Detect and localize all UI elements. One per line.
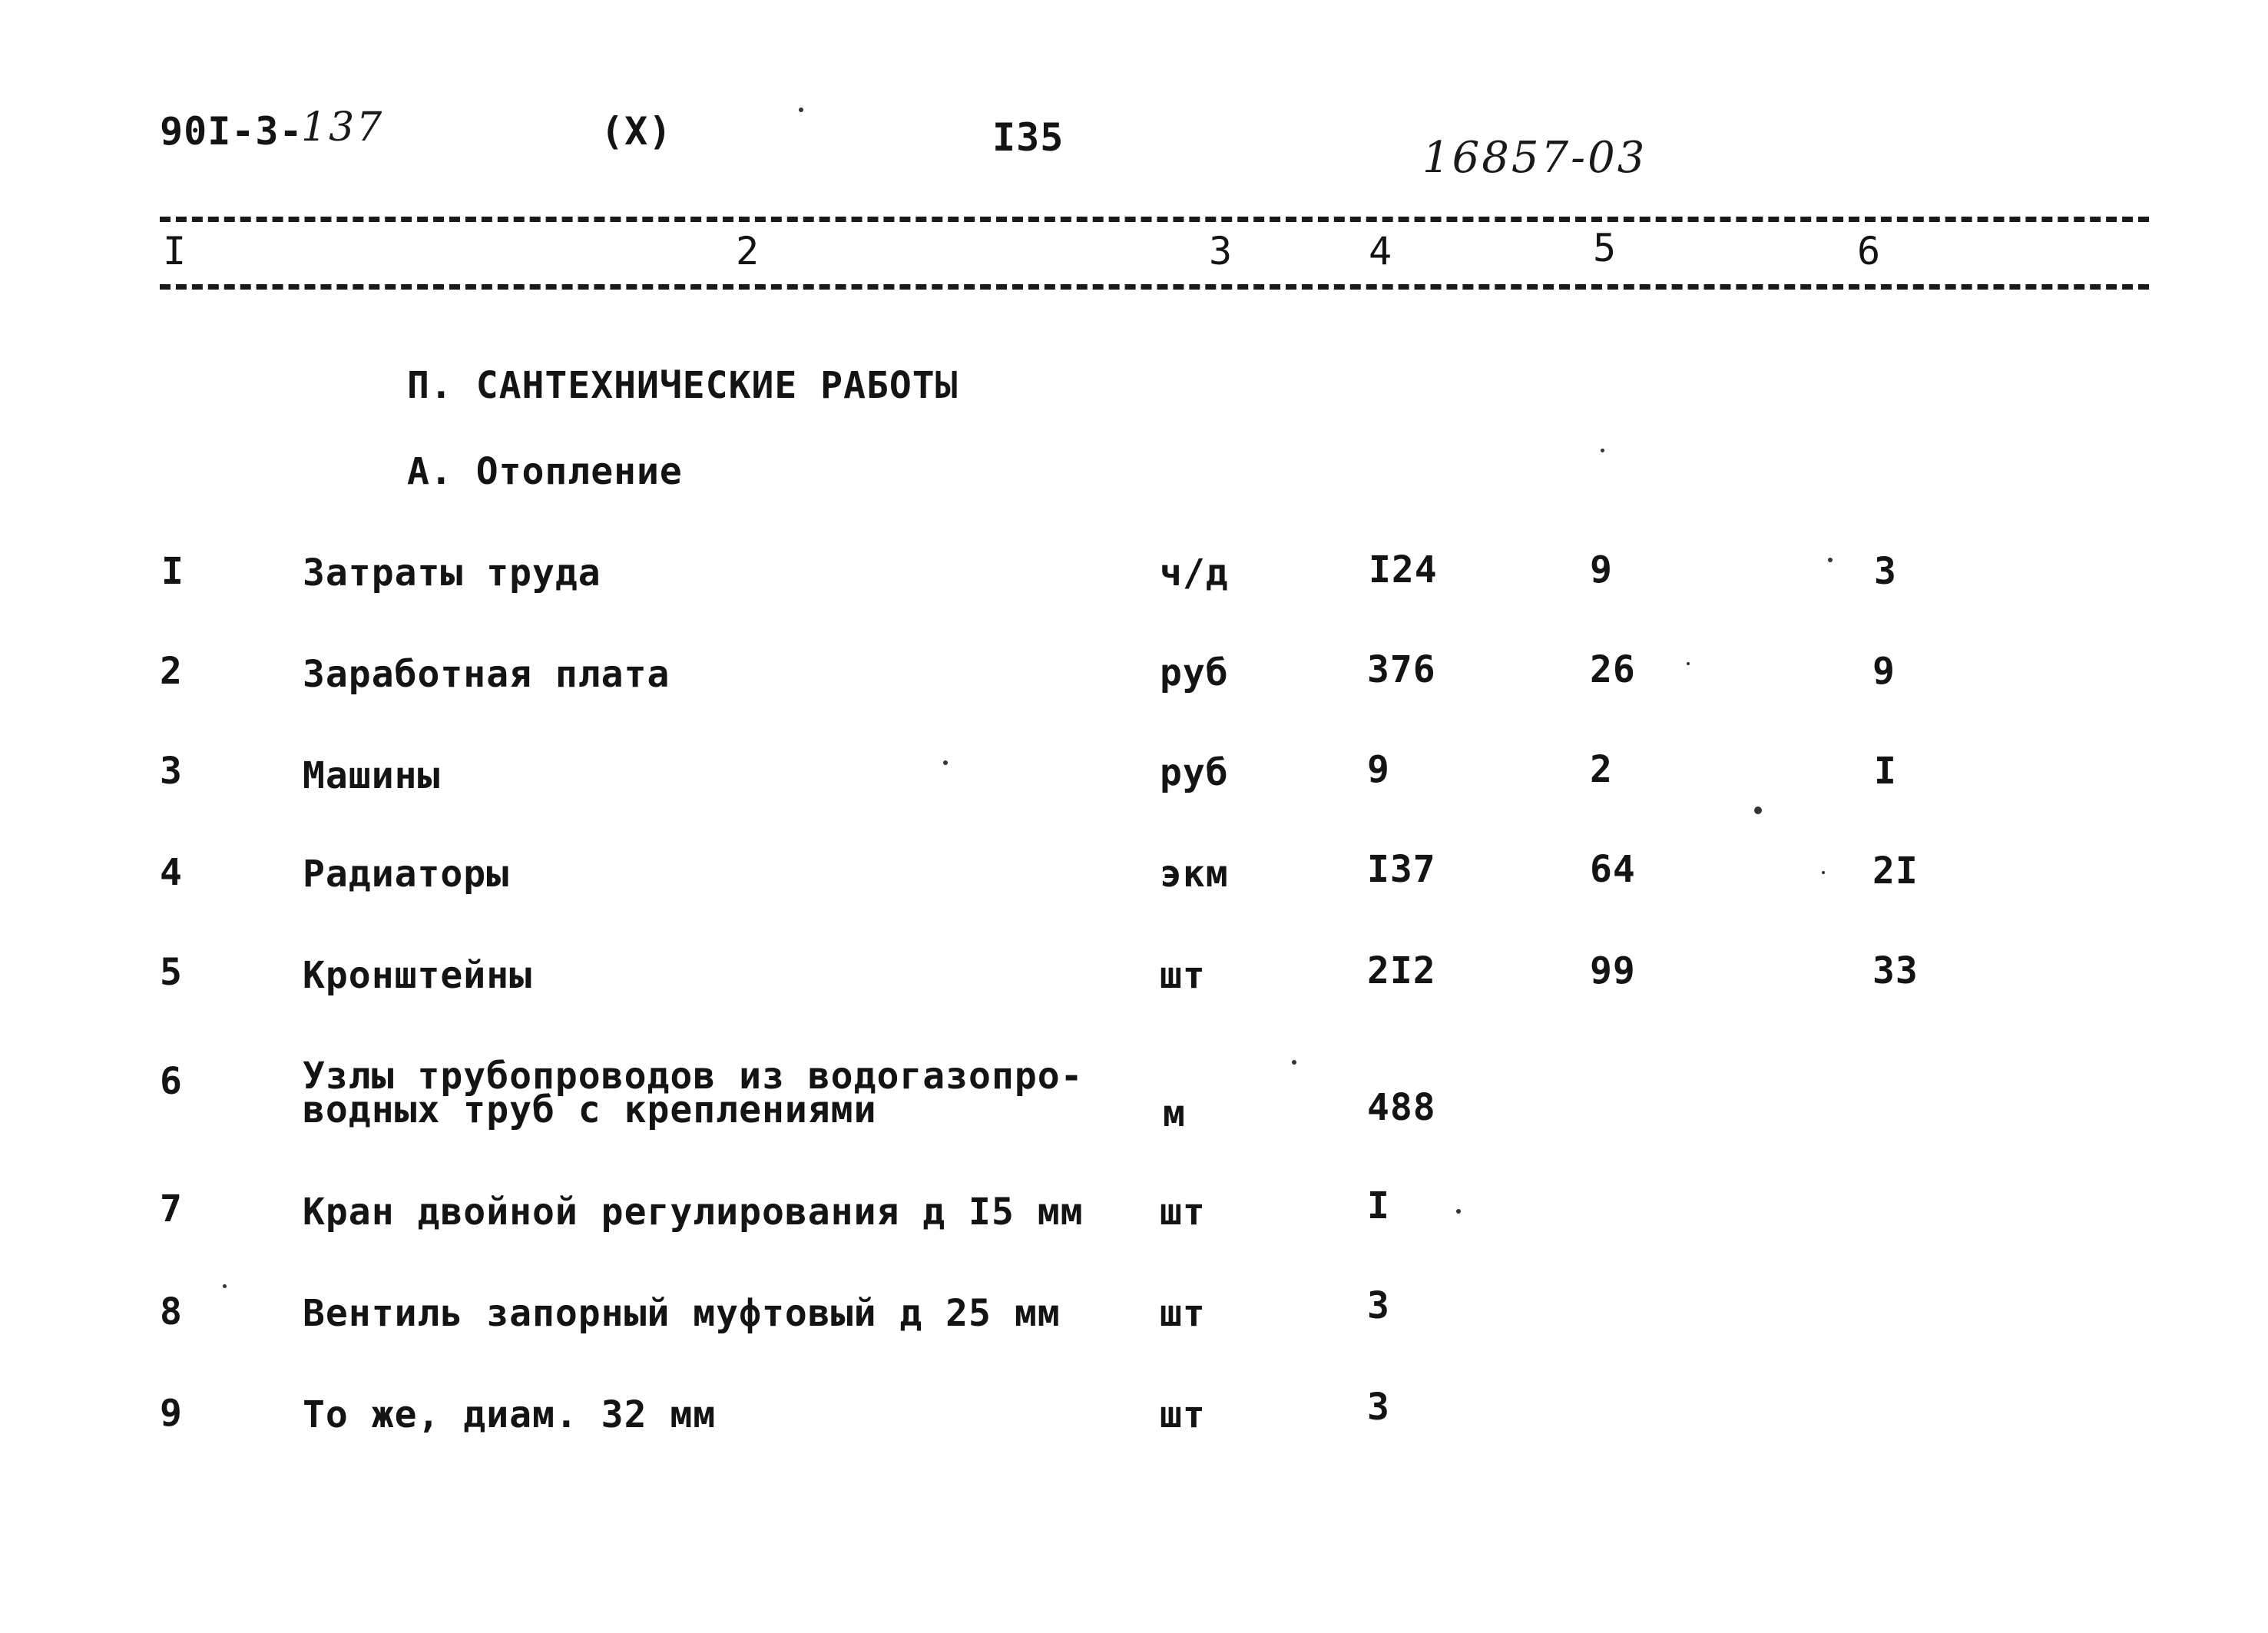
row-1-number: I xyxy=(161,550,184,593)
document-code-handwritten: 137 xyxy=(301,104,385,151)
row-8-number: 8 xyxy=(160,1290,183,1333)
scan-speck xyxy=(1292,1060,1296,1065)
row-7-unit: шт xyxy=(1160,1191,1206,1234)
row-6-unit: м xyxy=(1163,1092,1186,1135)
row-9-col4: 3 xyxy=(1367,1386,1390,1429)
row-8-name: Вентиль запорный муфтовый д 25 мм xyxy=(303,1292,1061,1335)
row-9-name: То же, диам. 32 мм xyxy=(303,1393,717,1436)
row-3-name: Машины xyxy=(303,754,441,797)
column-header-3: 3 xyxy=(1209,229,1233,273)
column-header-5: 5 xyxy=(1593,226,1617,270)
document-number-handwritten: 16857-03 xyxy=(1422,133,1647,183)
section-title: П. САНТЕХНИЧЕСКИЕ РАБОТЫ xyxy=(407,364,959,407)
row-7-col4: I xyxy=(1367,1184,1390,1227)
scan-speck xyxy=(1601,449,1604,452)
scan-speck xyxy=(799,108,803,112)
header-rule-top xyxy=(160,217,2149,222)
row-9-number: 9 xyxy=(160,1392,183,1435)
header-rule-bottom xyxy=(160,284,2149,290)
row-8-unit: шт xyxy=(1160,1292,1206,1335)
row-2-col4: 376 xyxy=(1367,648,1436,691)
row-5-number: 5 xyxy=(160,951,183,994)
row-1-unit: ч/д xyxy=(1160,552,1229,595)
row-4-col4: I37 xyxy=(1367,848,1436,891)
row-3-unit: руб xyxy=(1160,751,1229,794)
row-5-col6: 33 xyxy=(1872,949,1919,992)
row-8-col4: 3 xyxy=(1367,1284,1390,1327)
scan-speck xyxy=(1828,558,1833,562)
row-1-name: Затраты труда xyxy=(303,552,601,595)
document-code: 90I-3- xyxy=(160,109,303,154)
page-number: I35 xyxy=(992,115,1064,160)
row-3-number: 3 xyxy=(160,750,183,793)
row-2-unit: руб xyxy=(1160,651,1229,694)
row-1-col5: 9 xyxy=(1590,548,1613,591)
row-4-unit: экм xyxy=(1160,853,1229,896)
row-2-name: Заработная плата xyxy=(303,653,670,696)
row-4-col5: 64 xyxy=(1590,848,1636,891)
column-header-1: I xyxy=(163,229,187,273)
scan-speck xyxy=(1822,871,1825,874)
scan-speck xyxy=(1687,662,1690,665)
section-subtitle: А. Отопление xyxy=(407,450,683,493)
row-6-number: 6 xyxy=(160,1060,183,1103)
column-header-6: 6 xyxy=(1857,229,1882,273)
row-6-col4: 488 xyxy=(1367,1086,1436,1129)
row-7-name: Кран двойной регулирования д I5 мм xyxy=(303,1191,1084,1234)
row-1-col4: I24 xyxy=(1369,548,1438,591)
row-3-col5: 2 xyxy=(1590,748,1613,791)
row-1-col6: 3 xyxy=(1874,550,1897,593)
row-4-number: 4 xyxy=(160,851,183,894)
row-2-col5: 26 xyxy=(1590,648,1636,691)
row-3-col4: 9 xyxy=(1367,748,1390,791)
row-5-name: Кронштейны xyxy=(303,954,532,997)
document-series: (X) xyxy=(601,109,673,154)
row-5-unit: шт xyxy=(1160,954,1206,997)
row-5-col4: 2I2 xyxy=(1367,949,1436,992)
row-6-name-continued: водных труб с креплениями xyxy=(303,1088,877,1131)
row-3-col6: I xyxy=(1874,750,1897,793)
column-header-2: 2 xyxy=(736,229,760,273)
scan-speck xyxy=(943,760,948,765)
scan-speck xyxy=(1456,1209,1461,1214)
column-header-4: 4 xyxy=(1369,229,1393,273)
row-6-name: Узлы трубопроводов из водогазопро- xyxy=(303,1055,1084,1098)
scan-speck xyxy=(1754,807,1762,814)
row-4-col6: 2I xyxy=(1872,850,1919,893)
row-9-unit: шт xyxy=(1160,1393,1206,1436)
row-2-number: 2 xyxy=(160,650,183,693)
scan-speck xyxy=(223,1284,227,1288)
row-4-name: Радиаторы xyxy=(303,853,510,896)
row-7-number: 7 xyxy=(160,1187,183,1231)
row-2-col6: 9 xyxy=(1872,650,1896,693)
row-5-col5: 99 xyxy=(1590,949,1636,992)
